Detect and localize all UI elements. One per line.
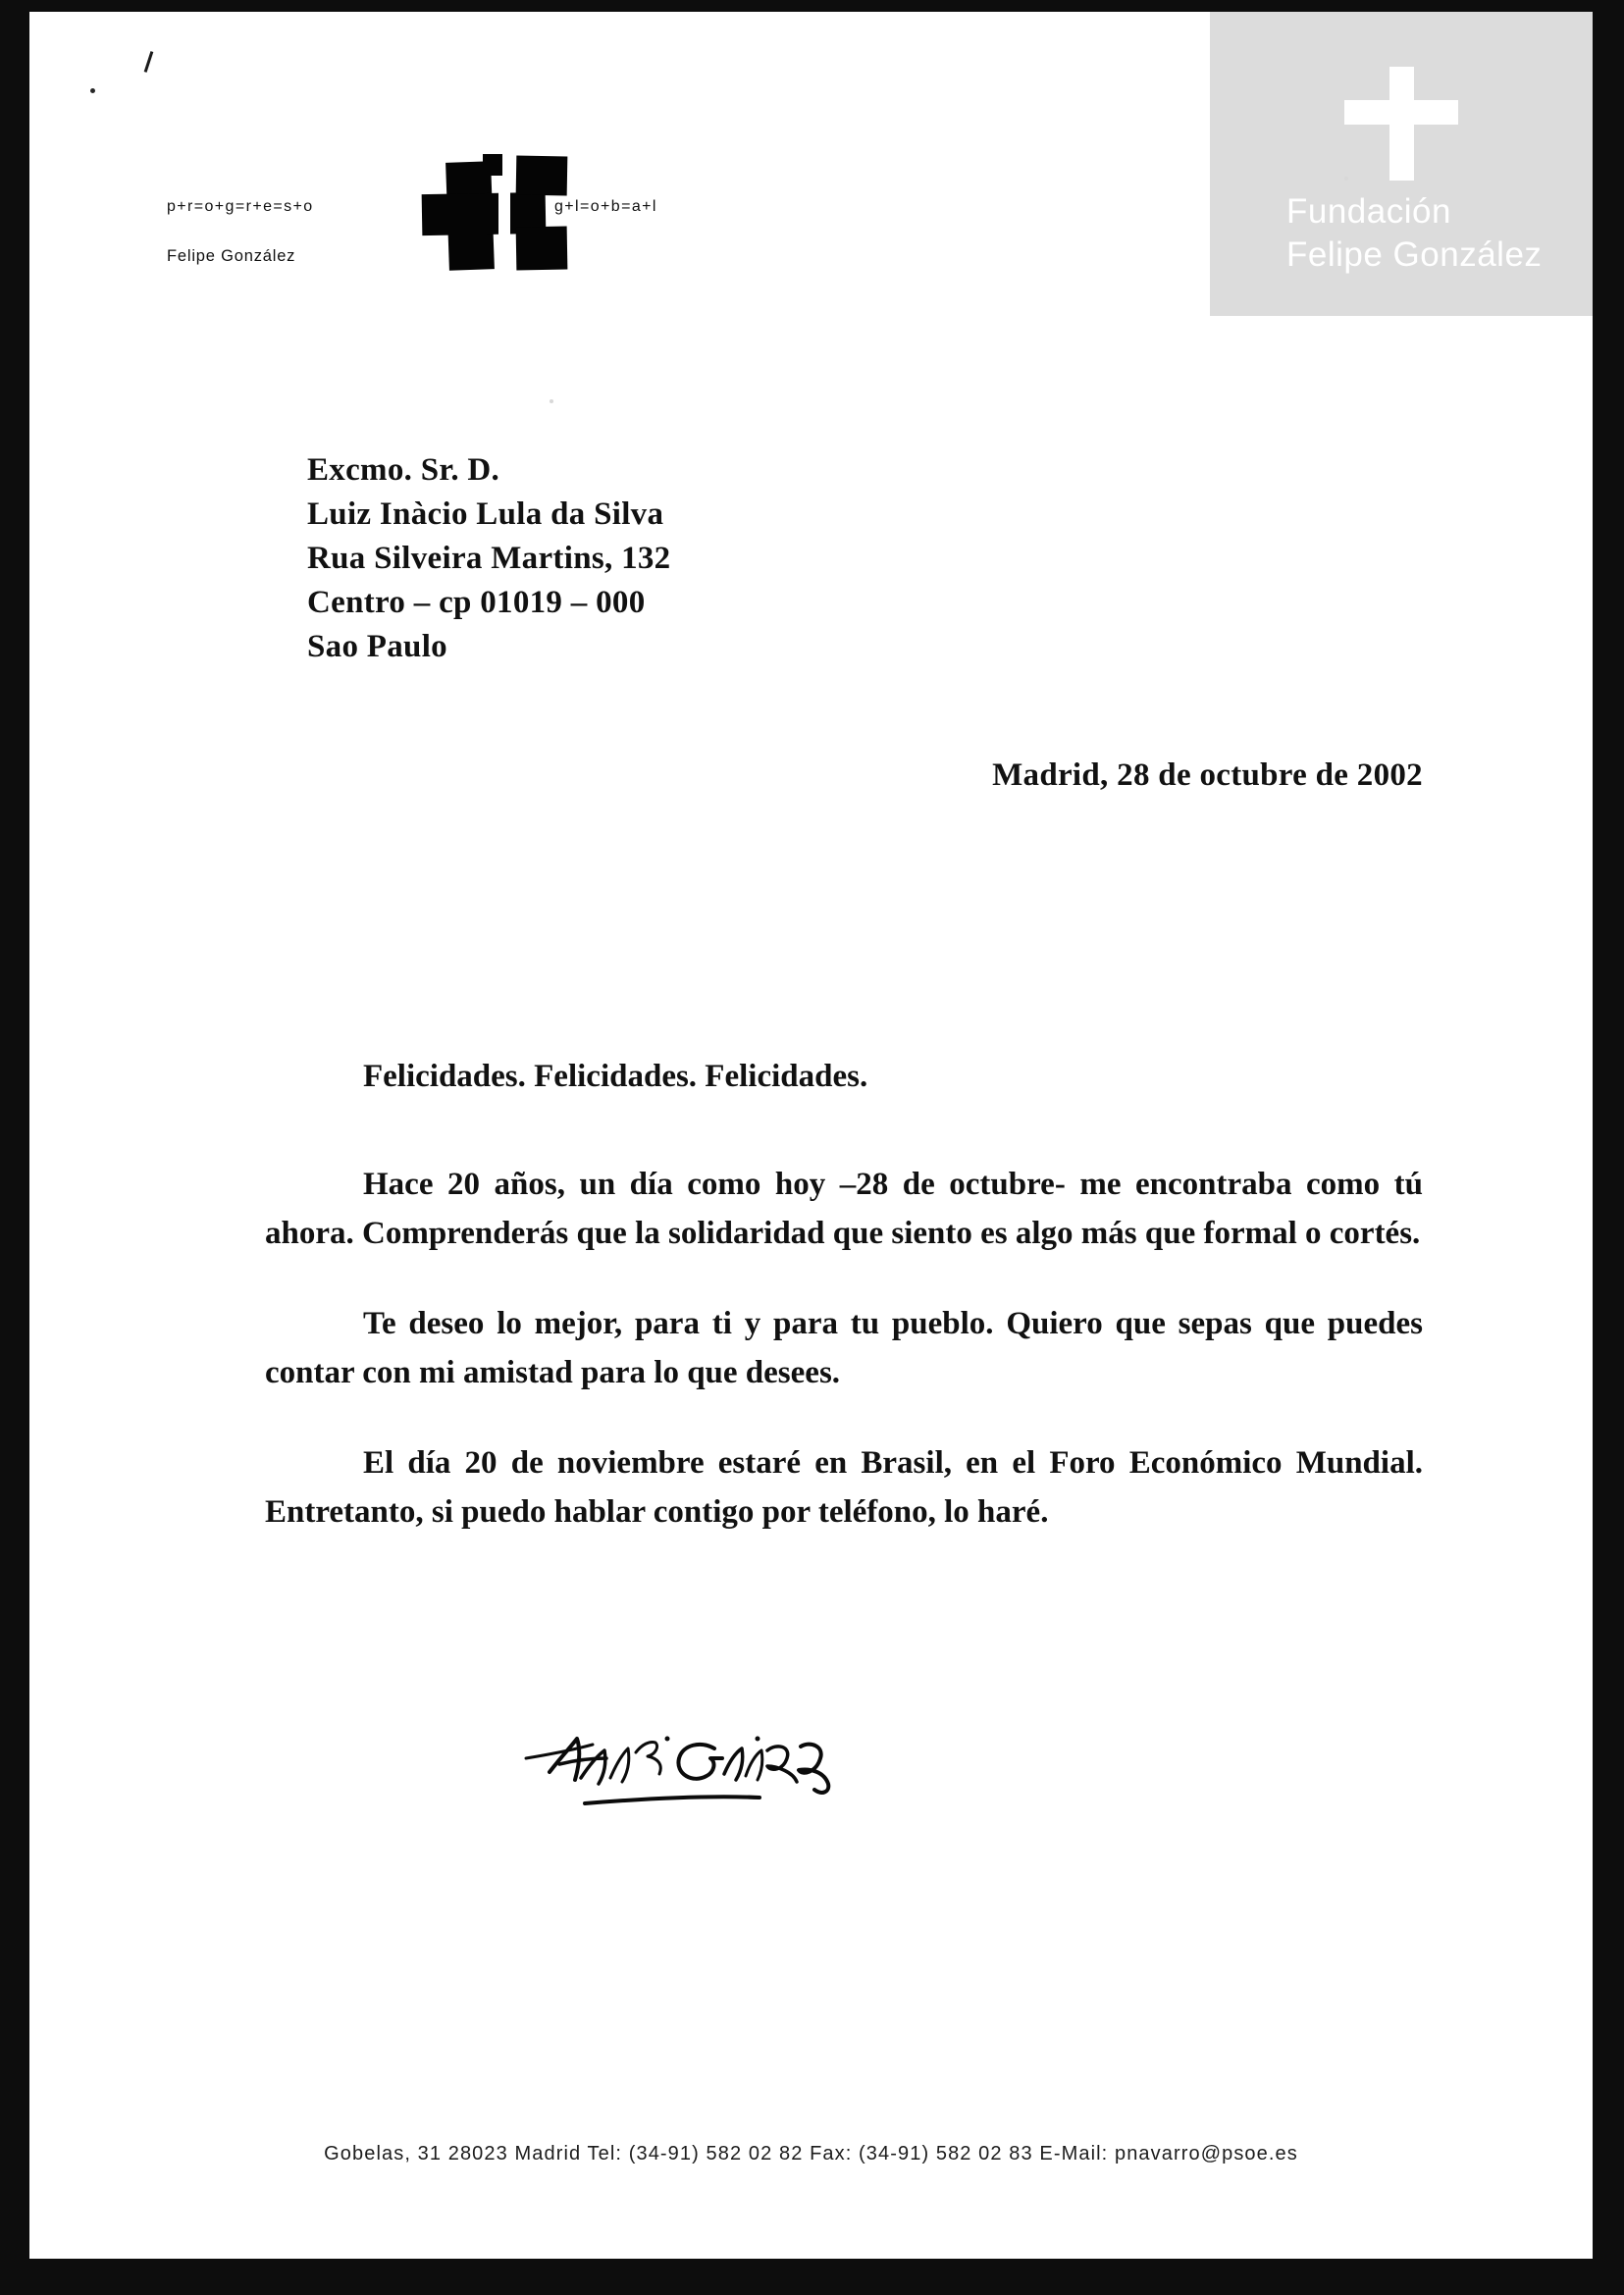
address-line: Sao Paulo [307,629,447,664]
signature [520,1729,932,1837]
address-line: Rua Silveira Martins, 132 [307,541,671,576]
letter-paragraph: Te deseo lo mejor, para ti y para tu pueblo. Quiero que sepas que puedes contar con mi amistad para lo que desees. [265,1306,1423,1390]
address-line: Luiz Inàcio Lula da Silva [307,496,664,532]
logo-left-text: p+r=o+g=r+e=s+o [167,198,314,215]
letter-page [29,12,1593,2259]
scan-speck [1344,177,1348,181]
badge-line-2: Felipe González [1286,235,1543,274]
badge-line-1: Fundación [1286,192,1451,231]
letterhead [29,12,1593,336]
letter-paragraph: Hace 20 años, un día como hoy –28 de octubre- me encontraba como tú ahora. Comprenderás que la solidaridad que siento es algo más que formal o cortés. [265,1167,1423,1251]
address-line: Excmo. Sr. D. [307,452,500,488]
dateline: Madrid, 28 de octubre de 2002 [992,757,1423,793]
foundation-badge [1210,12,1593,316]
cross-logo-mark-icon [422,154,618,282]
logo-name-text: Felipe González [167,247,296,265]
organization-logo [137,159,746,277]
letter-paragraph: El día 20 de noviembre estaré en Brasil, en el Foro Económico Mundial. Entretanto, si puedo hablar contigo por teléfono, lo haré. [265,1445,1423,1530]
signature-icon [520,1729,932,1837]
address-line: Centro – cp 01019 – 000 [307,585,646,620]
letter-greeting: Felicidades. Felicidades. Felicidades. [363,1059,868,1094]
letter-text [265,1052,1423,1537]
scan-artifact-tick [144,51,154,73]
logo-right-text: g+l=o+b=a+l [554,198,657,215]
scan-artifact-dot [90,88,95,93]
cross-icon [1344,67,1458,181]
footer-contact: Gobelas, 31 28023 Madrid Tel: (34-91) 582 02 82 Fax: (34-91) 582 02 83 E-Mail: pnavarro@psoe.es [324,2143,1298,2165]
scan-speck [550,399,553,403]
recipient-address [307,448,670,669]
